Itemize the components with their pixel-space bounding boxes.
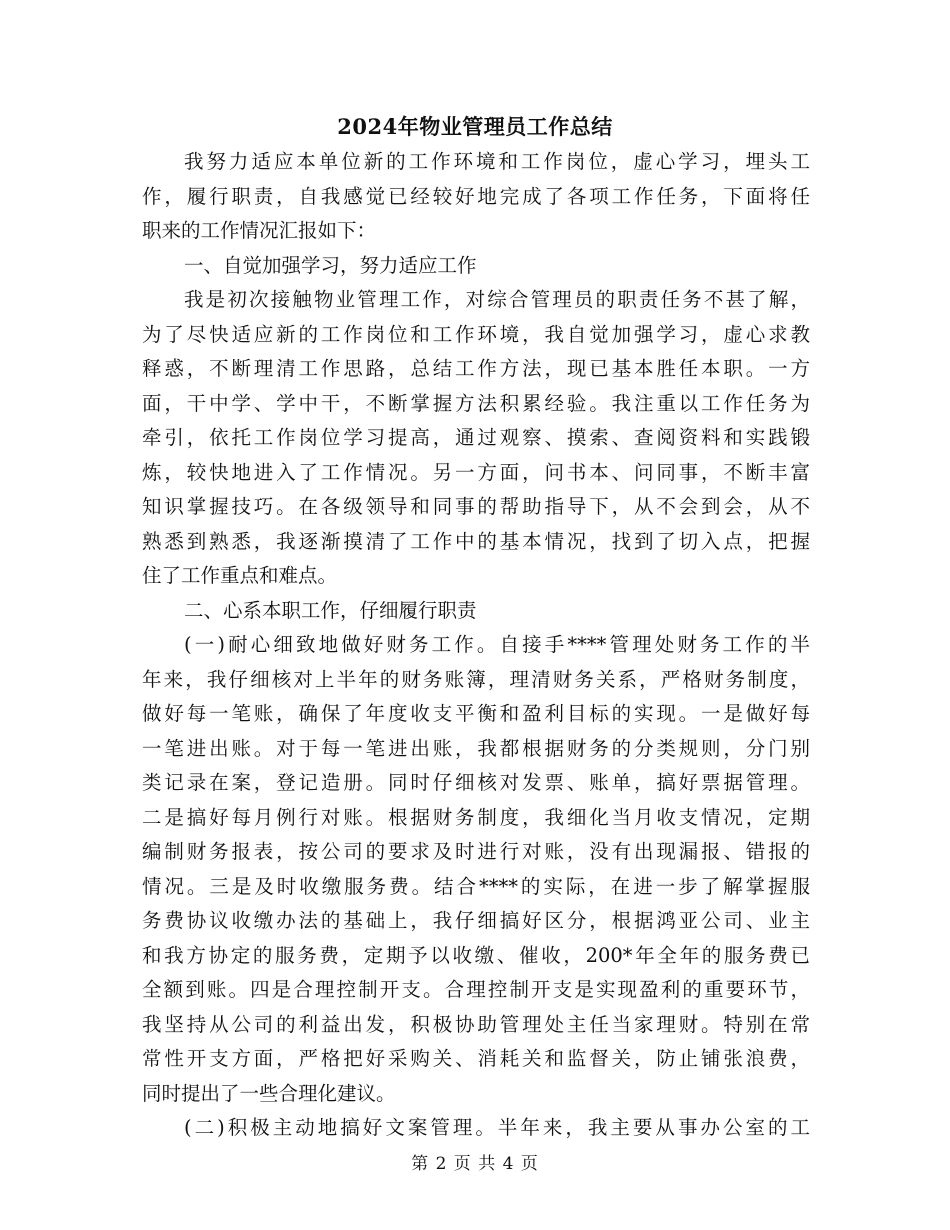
text-line: (二)积极主动地搞好文案管理。半年来，我主要从事办公室的工 [184,1116,810,1139]
text-line: 全额到账。四是合理控制开支。合理控制开支是实现盈利的重要环节， [142,978,810,1001]
text-line: 二、心系本职工作，仔细履行职责 [184,598,477,622]
text-line: 职来的工作情况汇报如下： [142,219,377,242]
text-line: 知识掌握技巧。在各级领导和同事的帮助指导下，从不会到会，从不 [142,495,810,518]
text-line: 我是初次接触物业管理工作，对综合管理员的职责任务不甚了解， [184,288,810,311]
text-line: 编制财务报表，按公司的要求及时进行对账，没有出现漏报、错报的 [142,840,810,863]
text-line: 炼，较快地进入了工作情况。另一方面，问书本、问同事，不断丰富 [142,460,810,484]
text-line: 我坚持从公司的利益出发，积极协助管理处主任当家理财。特别在常 [142,1012,810,1036]
text-line: 释惑，不断理清工作思路，总结工作方法，现已基本胜任本职。一方 [142,357,810,380]
text-line: 我努力适应本单位新的工作环境和工作岗位，虚心学习，埋头工 [184,150,810,173]
text-line: 熟悉到熟悉，我逐渐摸清了工作中的基本情况，找到了切入点，把握 [142,529,810,553]
text-line: 常性开支方面，严格把好采购关、消耗关和监督关，防止铺张浪费， [142,1047,810,1070]
text-line: 作，履行职责，自我感觉已经较好地完成了各项工作任务，下面将任 [142,184,810,208]
text-line: 同时提出了一些合理化建议。 [142,1081,396,1105]
text-line: 一、自觉加强学习，努力适应工作 [184,253,477,277]
text-line: 年来，我仔细核对上半年的财务账簿，理清财务关系，严格财务制度， [142,667,810,691]
text-line: 二是搞好每月例行对账。根据财务制度，我细化当月收支情况，定期 [142,805,810,829]
text-line: 情况。三是及时收缴服务费。结合****的实际，在进一步了解掌握服 [142,874,810,898]
text-line: 做好每一笔账，确保了年度收支平衡和盈利目标的实现。一是做好每 [142,702,810,725]
text-line: 为了尽快适应新的工作岗位和工作环境，我自觉加强学习，虚心求教 [142,322,810,346]
document-body [142,145,810,1146]
text-line: 务费协议收缴办法的基础上，我仔细搞好区分，根据鸿亚公司、业主 [142,909,810,932]
text-line: (一)耐心细致地做好财务工作。自接手****管理处财务工作的半 [184,633,810,656]
text-line: 类记录在案，登记造册。同时仔细核对发票、账单，搞好票据管理。 [142,771,810,794]
page-title: 2024年物业管理员工作总结 [337,114,613,139]
text-line: 一笔进出账。对于每一笔进出账，我都根据财务的分类规则，分门别 [142,736,810,760]
text-line: 牵引，依托工作岗位学习提高，通过观察、摸索、查阅资料和实践锻 [142,426,810,449]
text-line: 和我方协定的服务费，定期予以收缴、催收，200*年全年的服务费已 [142,943,810,967]
text-line: 面，干中学、学中干，不断掌握方法积累经验。我注重以工作任务为 [142,391,810,415]
text-line: 住了工作重点和难点。 [142,564,338,587]
page-footer: 第 2 页 共 4 页 [411,1154,539,1174]
